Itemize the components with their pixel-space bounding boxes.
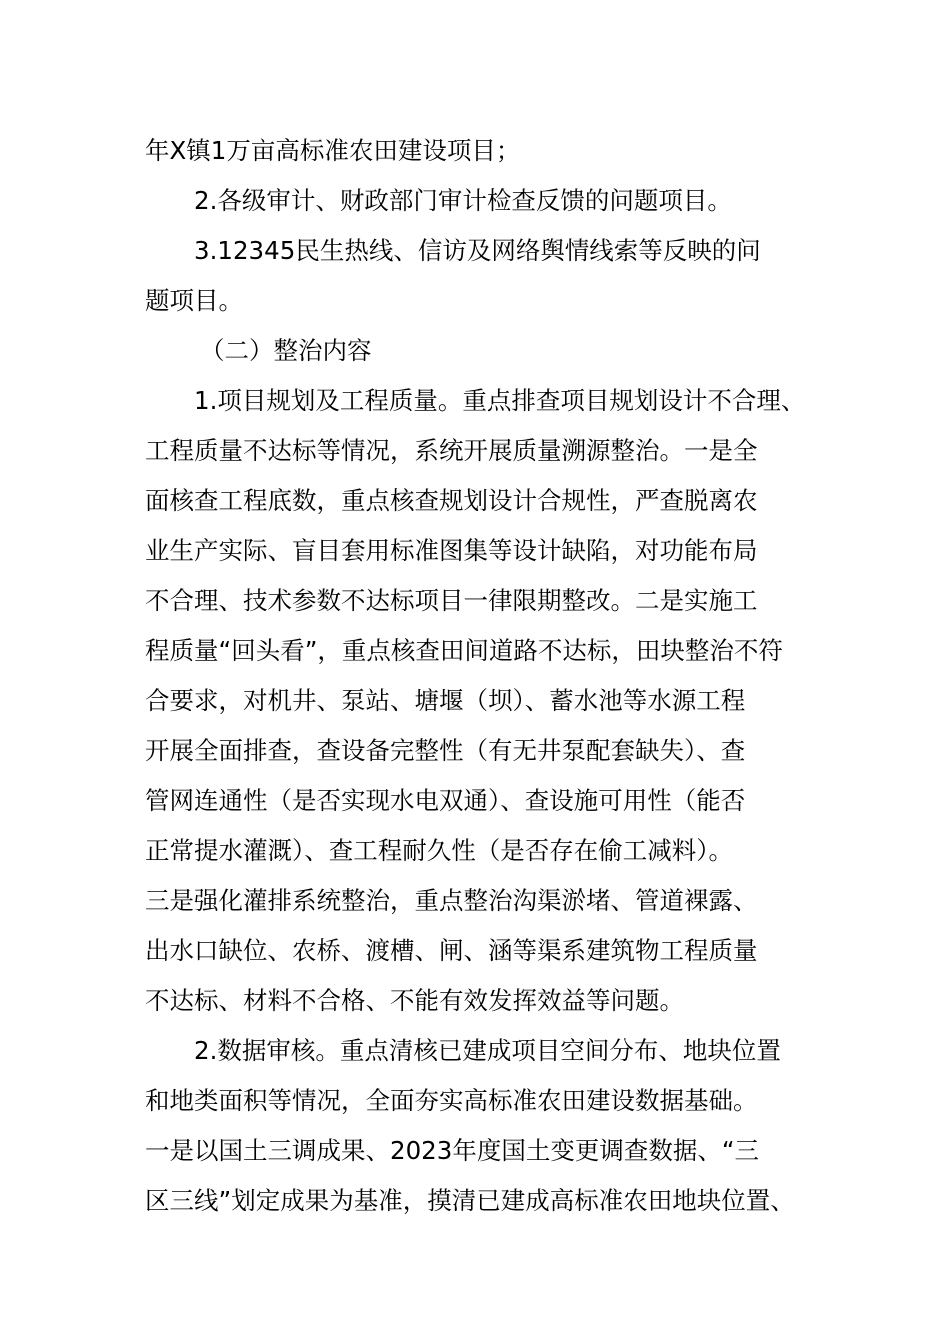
text-line: 三是强化灌排系统整治，重点整治沟渠淤堵、管道裸露、 [145, 886, 758, 915]
text-line: 开展全面排查，查设备完整性（有无井泵配套缺失）、查 [145, 736, 746, 765]
text-line: 业生产实际、盲目套用标准图集等设计缺陷，对功能布局 [145, 536, 758, 565]
text-line: 管网连通性（是否实现水电双通）、查设施可用性（能否 [145, 786, 746, 815]
text-line: 3.12345民生热线、信访及网络舆情线索等反映的问 [194, 236, 761, 265]
text-line: 一是以国土三调成果、2023年度国土变更调查数据、“三 [145, 1136, 760, 1165]
text-line: 正常提水灌溉）、查工程耐久性（是否存在偷工减料）。 [145, 836, 733, 865]
text-line: 工程质量不达标等情况，系统开展质量溯源整治。一是全 [145, 436, 758, 465]
section-heading: （二）整治内容 [200, 336, 372, 365]
text-line: 不合理、技术参数不达标项目一律限期整改。二是实施工 [145, 586, 758, 615]
text-line: 区三线”划定成果为基准，摸清已建成高标准农田地块位置、 [145, 1186, 795, 1215]
text-line: 题项目。 [145, 286, 243, 315]
text-line: 程质量“回头看”，重点核查田间道路不达标，田块整治不符 [145, 636, 783, 665]
text-line: 出水口缺位、农桥、渡槽、闸、涵等渠系建筑物工程质量 [145, 936, 758, 965]
text-line: 年X镇1万亩高标准农田建设项目； [145, 136, 521, 165]
text-line: 面核查工程底数，重点核查规划设计合规性，严查脱离农 [145, 486, 758, 515]
text-line: 和地类面积等情况，全面夯实高标准农田建设数据基础。 [145, 1086, 758, 1115]
text-line: 不达标、材料不合格、不能有效发挥效益等问题。 [145, 986, 684, 1015]
text-line: 2.各级审计、财政部门审计检查反馈的问题项目。 [194, 186, 732, 215]
text-line: 2.数据审核。重点清核已建成项目空间分布、地块位置 [194, 1036, 781, 1065]
text-line: 合要求，对机井、泵站、塘堰（坝）、蓄水池等水源工程 [145, 686, 746, 715]
text-line: 1.项目规划及工程质量。重点排查项目规划设计不合理、 [194, 386, 806, 415]
